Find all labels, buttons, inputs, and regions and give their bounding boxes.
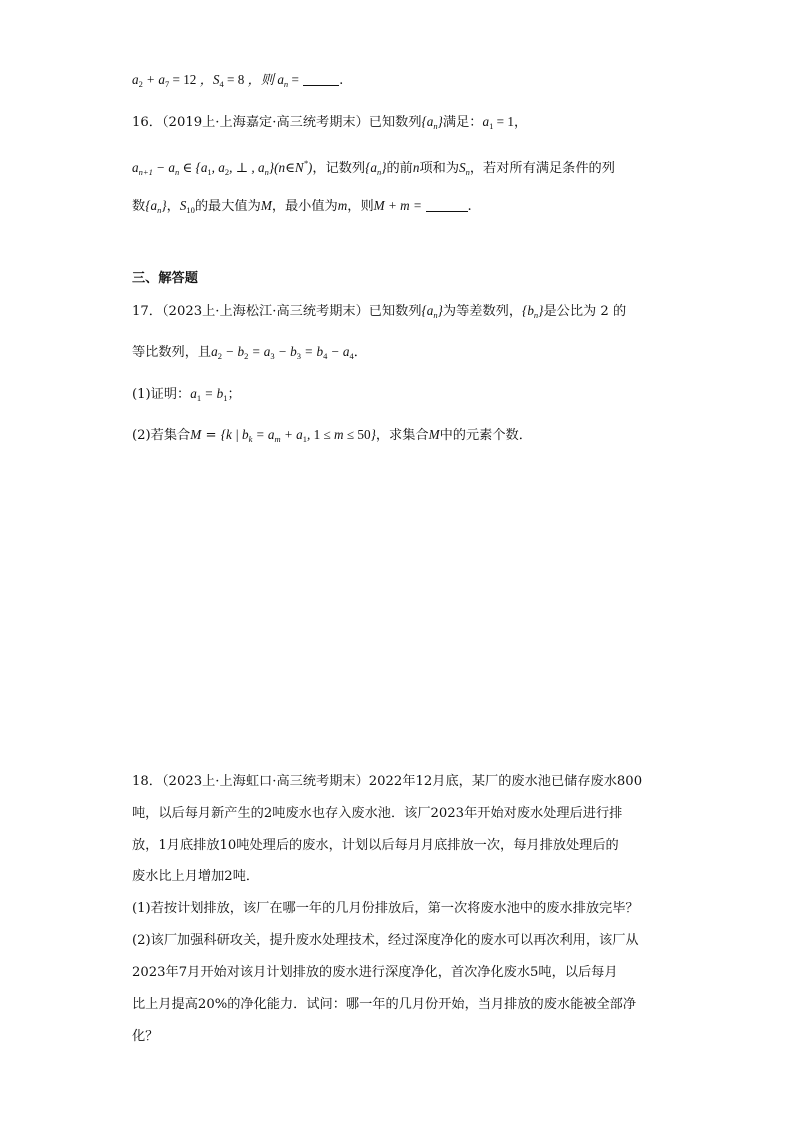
- q18-part-2-line-3: 比上月提高20%的净化能力．试问：哪一年的几月份开始，当月排放的废水能被全部净: [132, 997, 637, 1012]
- q18-source: （2023上·上海虹口·高三统考期末）: [161, 774, 369, 789]
- q16-line-3: 数$\{a_n\}$，$S_{10}$的最大值为M，最小值为m，则M + m = .: [132, 198, 472, 215]
- q16-answer-blank[interactable]: [426, 198, 468, 212]
- q18-line-1: 18．（2023上·上海虹口·高三统考期末）2022年12月底，某厂的废水池已储存废水800: [132, 774, 643, 789]
- q18-part-1: (1)若按计划排放，该厂在哪一年的几月份排放后，第一次将废水池中的废水排放完毕？: [132, 901, 639, 916]
- q18-line-3: 放，1月底排放10吨处理后的废水，计划以后每月月底排放一次，每月排放处理后的: [132, 838, 619, 853]
- q16-source: （2019上·上海嘉定·高三统考期末）: [161, 115, 369, 130]
- q17-part-2: (2)若集合M = {k | $b_k = a_m + a_1$, 1 ≤ m ≤ 50}，求集合M中的元素个数．: [132, 427, 532, 444]
- q17-source: （2023上·上海松江·高三统考期末）: [161, 304, 369, 319]
- q18-line-2: 吨，以后每月新产生的2吨废水也存入废水池．该厂2023年开始对废水处理后进行排: [132, 806, 623, 821]
- q16-line-1: 16．（2019上·上海嘉定·高三统考期末）已知数列$\{a_n\}$满足：$a_1 = 1$，: [132, 114, 528, 131]
- q17-line-2: 等比数列，且$a_2 - b_2 = a_3 - b_3 = b_4 - a_4$．: [132, 344, 367, 361]
- q16-line-2: $a_{n+1} - a_n$ ∈ {$a_1$, $a_2$, ⊥ , $a_n\}(n\in N^*)$，记数列$\{a_n\}$的前n项和为$S_n$，若对所有满足条件的列: [132, 158, 615, 177]
- section-heading: 三、解答题: [132, 271, 198, 286]
- q17-number: 17．: [132, 304, 162, 319]
- q18-part-2-line-1: (2)该厂加强科研攻关，提升废水处理技术，经过深度净化的废水可以再次利用，该厂从: [132, 933, 639, 948]
- q15-answer-blank[interactable]: [303, 72, 339, 86]
- q18-number: 18．: [132, 774, 162, 789]
- q15-end-period: .: [339, 73, 344, 88]
- q18-part-2-line-2: 2023年7月开始对该月计划排放的废水进行深度净化，首次净化废水5吨，以后每月: [132, 965, 618, 980]
- q16-end-period: .: [467, 199, 472, 214]
- q18-line-4: 废水比上月增加2吨．: [132, 869, 260, 884]
- q18-part-2-line-4: 化？: [132, 1029, 159, 1044]
- q15-tail-line: [132, 70, 343, 94]
- q17-part-1: (1)证明：$a_1 = b_1$；: [132, 386, 241, 403]
- q15-condition: $a_2 + a_7 = 12$ ，$S_4 = 8$ ，则 $a_n$ =: [132, 72, 299, 89]
- q17-line-1: 17．（2023上·上海松江·高三统考期末）已知数列$\{a_n\}$为等差数列，$\{b_n\}$是公比为 2 的: [132, 303, 627, 320]
- q16-number: 16．: [132, 115, 162, 130]
